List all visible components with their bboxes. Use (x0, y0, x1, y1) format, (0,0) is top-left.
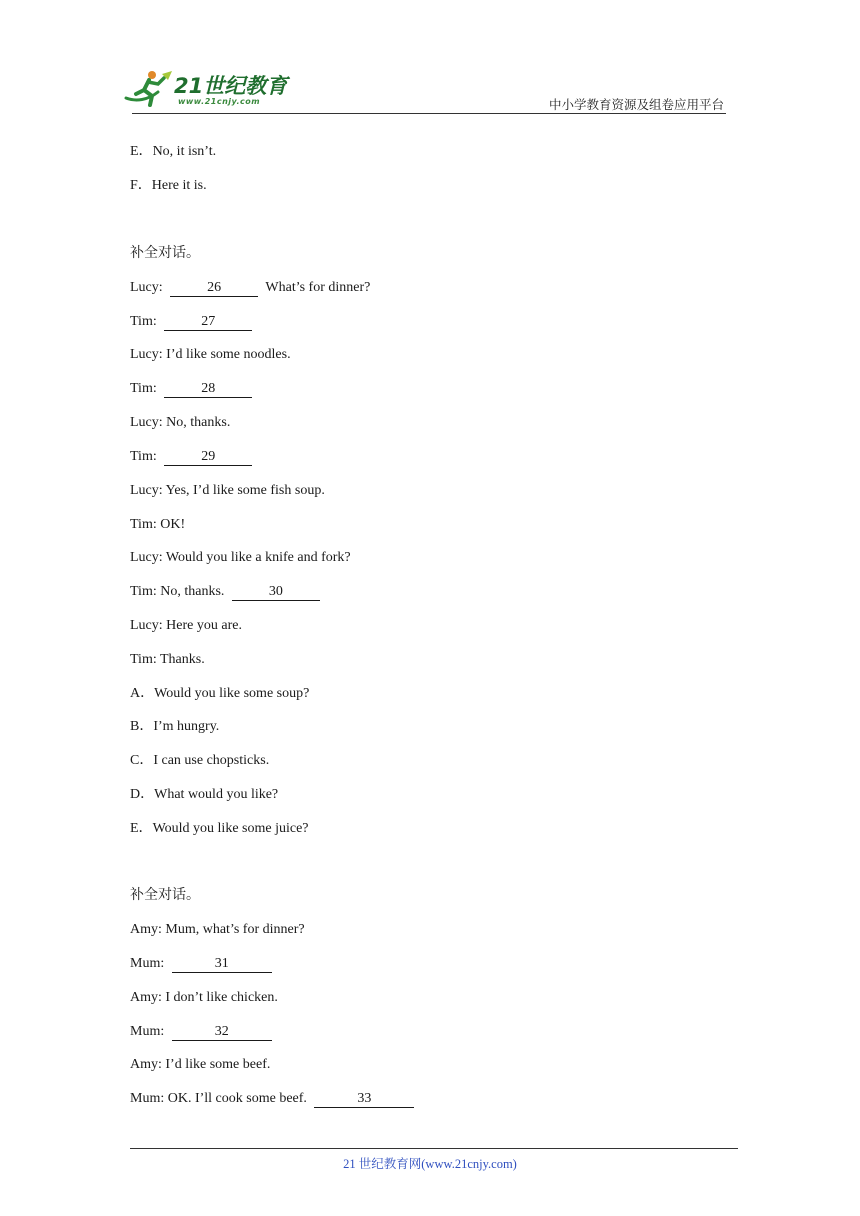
dialogue-line: Tim: 29 (130, 448, 256, 466)
option-e: E．Would you like some juice? (130, 821, 309, 836)
site-logo (122, 66, 292, 112)
header-tagline: 中小学教育资源及组卷应用平台 (548, 98, 724, 112)
option-e: E．No, it isn’t. (130, 144, 217, 159)
footer-link[interactable]: 21 世纪教育网(www.21cnjy.com) (343, 1157, 517, 1171)
dialogue-line: Lucy: No, thanks. (130, 415, 231, 430)
answer-blank: 29 (164, 449, 252, 466)
dialogue-line: Tim: 28 (130, 380, 256, 398)
answer-blank: 31 (172, 956, 272, 973)
dialogue-line: Amy: I don’t like chicken. (130, 990, 278, 1005)
option-c: C．I can use chopsticks. (130, 753, 270, 768)
answer-blank: 32 (172, 1024, 272, 1041)
runner-logo-icon (122, 68, 174, 110)
dialogue-line: Amy: Mum, what’s for dinner? (130, 922, 305, 937)
dialogue-line: Tim: No, thanks. 30 (130, 583, 324, 601)
dialogue-line: Amy: I’d like some beef. (130, 1057, 271, 1072)
dialogue-line: Lucy: Here you are. (130, 618, 242, 633)
option-a: A．Would you like some soup? (130, 686, 310, 701)
answer-blank: 27 (164, 314, 252, 331)
section-instruction: 补全对话。 (130, 246, 200, 261)
answer-blank: 30 (232, 584, 320, 601)
dialogue-line: Mum: OK. I’ll cook some beef. 33 (130, 1090, 418, 1108)
dialogue-line: Lucy: 26 What’s for dinner? (130, 280, 371, 295)
dialogue-line: Lucy: Would you like a knife and fork? (130, 550, 351, 565)
page-header (0, 0, 860, 120)
dialogue-line: Lucy: Yes, I’d like some fish soup. (130, 483, 325, 498)
answer-blank: 28 (164, 381, 252, 398)
option-f: F．Here it is. (130, 178, 207, 193)
answer-blank: 33 (314, 1091, 414, 1108)
option-d: D．What would you like? (130, 787, 279, 802)
dialogue-line: Tim: OK! (130, 517, 186, 532)
answer-blank: 26 (170, 280, 258, 297)
logo-url: www.21cnjy.com (178, 97, 261, 106)
section-instruction: 补全对话。 (130, 888, 200, 903)
dialogue-line: Tim: Thanks. (130, 652, 205, 667)
dialogue-line: Lucy: I’d like some noodles. (130, 347, 291, 362)
dialogue-line: Mum: 32 (130, 1023, 276, 1041)
logo-text: 21世纪教育 (174, 74, 288, 98)
dialogue-line: Tim: 27 (130, 313, 256, 331)
header-divider (132, 113, 726, 114)
option-b: B．I’m hungry. (130, 719, 220, 734)
dialogue-line: Mum: 31 (130, 955, 276, 973)
footer-divider (130, 1148, 738, 1149)
